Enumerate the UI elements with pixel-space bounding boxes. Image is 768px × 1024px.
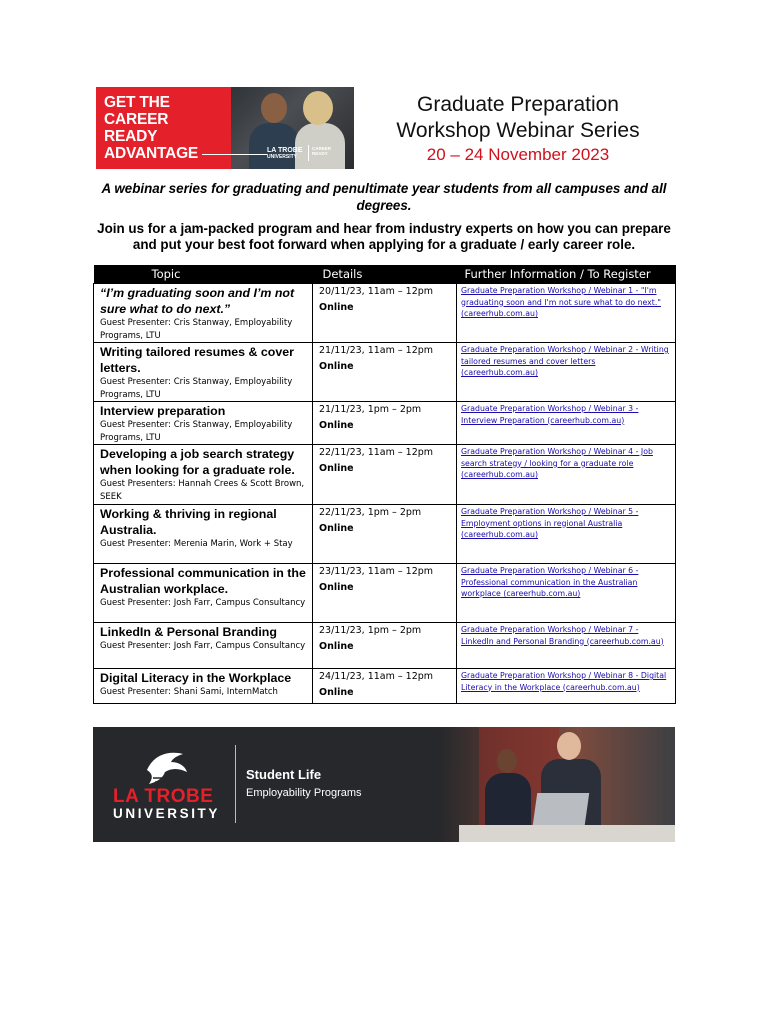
photo-person-head [557, 732, 581, 760]
banner-photo [231, 87, 354, 169]
session-mode: Online [319, 582, 354, 593]
session-presenter: Guest Presenter: Shani Sami, InternMatch [100, 687, 278, 697]
register-link[interactable]: Graduate Preparation Workshop / Webinar 8 - Digital Literacy in the Workplace (careerhub.com.au) [461, 671, 667, 692]
banner-red-panel [96, 87, 231, 169]
eagle-crest-icon [143, 748, 189, 786]
session-presenter: Guest Presenter: Cris Stanway, Employability Programs, LTU [100, 420, 293, 443]
details-cell [313, 505, 457, 564]
webinar-schedule-table [93, 265, 676, 704]
register-link[interactable]: Graduate Preparation Workshop / Webinar 6 - Professional communication in the Australian workplace (careerhub.com.au) [461, 566, 639, 598]
table-header-row [94, 265, 676, 284]
session-presenter: Guest Presenter: Josh Farr, Campus Consultancy [100, 641, 306, 651]
session-presenter: Guest Presenter: Josh Farr, Campus Consultancy [100, 598, 306, 608]
column-header-info: Further Information / To Register [457, 265, 676, 284]
info-cell [457, 564, 676, 623]
details-cell [313, 284, 457, 343]
session-datetime: 22/11/23, 11am – 12pm [319, 447, 434, 458]
session-mode: Online [319, 420, 354, 431]
session-title: Interview preparation [100, 404, 226, 418]
register-link[interactable]: Graduate Preparation Workshop / Webinar 3 - Interview Preparation (careerhub.com.au) [461, 404, 639, 425]
info-cell [457, 505, 676, 564]
table-row [94, 284, 676, 343]
info-cell [457, 343, 676, 402]
topic-cell [94, 564, 313, 623]
photo-table [459, 825, 675, 842]
column-header-topic: Topic [94, 265, 313, 284]
session-mode: Online [319, 523, 354, 534]
table-row [94, 445, 676, 505]
banner-separator [235, 745, 236, 823]
session-presenter: Guest Presenters: Hannah Crees & Scott Brown, SEEK [100, 479, 305, 502]
details-cell [313, 445, 457, 505]
details-cell [313, 402, 457, 445]
table-row [94, 564, 676, 623]
session-datetime: 22/11/23, 1pm – 2pm [319, 507, 422, 518]
details-cell [313, 564, 457, 623]
slogan-line: READY [104, 128, 158, 145]
topic-cell [94, 445, 313, 505]
badge-line: READY [312, 151, 328, 156]
session-title: Professional communication in the Australian workplace. [100, 566, 306, 596]
session-presenter: Guest Presenter: Merenia Marin, Work + Stay [100, 539, 293, 549]
session-mode: Online [319, 302, 354, 313]
page-title [370, 92, 666, 144]
topic-cell [94, 623, 313, 669]
banner-heading: Student Life [246, 767, 322, 782]
table-row [94, 669, 676, 704]
table-row [94, 505, 676, 564]
session-title: Working & thriving in regional Australia. [100, 507, 277, 537]
photo-person-head [261, 93, 287, 123]
banner-slogan [104, 94, 198, 162]
mini-logo-line: LA TROBE [267, 147, 303, 154]
slogan-line: CAREER [104, 111, 169, 128]
register-link[interactable]: Graduate Preparation Workshop / Webinar 5 - Employment options in regional Australia (careerhub.com.au) [461, 507, 639, 539]
session-title: Digital Literacy in the Workplace [100, 671, 292, 685]
title-line: Workshop Webinar Series [396, 119, 640, 142]
register-link[interactable]: Graduate Preparation Workshop / Webinar 7 - LinkedIn and Personal Branding (careerhub.com.au) [461, 625, 664, 646]
photo-person [249, 123, 299, 169]
slogan-line: GET THE [104, 94, 170, 111]
session-mode: Online [319, 641, 354, 652]
register-link[interactable]: Graduate Preparation Workshop / Webinar 1 - "I'm graduating soon and I'm not sure what to do next." (careerhub.com.au) [461, 286, 661, 318]
session-title: Developing a job search strategy when looking for a graduate role. [100, 447, 295, 477]
session-mode: Online [319, 687, 354, 698]
session-datetime: 21/11/23, 11am – 12pm [319, 345, 434, 356]
slogan-line: ADVANTAGE [104, 145, 199, 162]
table-row [94, 623, 676, 669]
topic-cell [94, 284, 313, 343]
topic-cell [94, 402, 313, 445]
intro-tagline: A webinar series for graduating and penultimate year students from all campuses and all degrees. [101, 181, 667, 213]
session-title: “I’m graduating soon and I’m not sure what to do next.” [100, 286, 295, 316]
info-cell [457, 402, 676, 445]
mini-logo-line: UNIVERSITY [267, 154, 298, 160]
info-cell [457, 669, 676, 704]
mini-separator [308, 145, 309, 161]
banner-rule [231, 154, 267, 155]
brand-name: LA TROBE [113, 786, 214, 807]
brand-subname: UNIVERSITY [113, 806, 221, 821]
session-presenter: Guest Presenter: Cris Stanway, Employability Programs, LTU [100, 377, 293, 400]
topic-cell [94, 505, 313, 564]
info-cell [457, 445, 676, 505]
table-row [94, 402, 676, 445]
session-datetime: 24/11/23, 11am – 12pm [319, 671, 434, 682]
details-cell [313, 343, 457, 402]
topic-cell [94, 343, 313, 402]
session-datetime: 20/11/23, 11am – 12pm [319, 286, 434, 297]
register-link[interactable]: Graduate Preparation Workshop / Webinar 4 - Job search strategy / looking for a graduate role (careerhub.com.au) [461, 447, 653, 479]
latrobe-mini-logo [267, 147, 303, 161]
session-presenter: Guest Presenter: Cris Stanway, Employability Programs, LTU [100, 318, 293, 341]
photo-person-head [497, 749, 517, 773]
title-line: Graduate Preparation [417, 93, 619, 116]
column-header-details: Details [313, 265, 457, 284]
laptop-icon [533, 793, 589, 825]
session-datetime: 21/11/23, 1pm – 2pm [319, 404, 422, 415]
session-title: LinkedIn & Personal Branding [100, 625, 277, 639]
session-datetime: 23/11/23, 1pm – 2pm [319, 625, 422, 636]
register-link[interactable]: Graduate Preparation Workshop / Webinar 2 - Writing tailored resumes and cover letters (careerhub.com.au) [461, 345, 669, 377]
table-row [94, 343, 676, 402]
student-life-banner [93, 727, 675, 842]
intro-description: Join us for a jam-packed program and hear from industry experts on how you can prepare and put your best foot forward when applying for a graduate / early career role. [97, 221, 671, 252]
badge-line: CAREER [312, 146, 332, 151]
event-dates: 20 – 24 November 2023 [426, 145, 610, 164]
session-datetime: 23/11/23, 11am – 12pm [319, 566, 434, 577]
session-mode: Online [319, 361, 354, 372]
topic-cell [94, 669, 313, 704]
details-cell [313, 623, 457, 669]
career-ready-badge [312, 146, 331, 156]
banner-subheading: Employability Programs [246, 787, 362, 799]
session-mode: Online [319, 463, 354, 474]
photo-person-head [303, 91, 333, 125]
details-cell [313, 669, 457, 704]
banner-rule [202, 154, 231, 155]
session-title: Writing tailored resumes & cover letters. [100, 345, 294, 375]
students-photo [439, 727, 675, 842]
info-cell [457, 623, 676, 669]
career-ready-banner [96, 87, 354, 169]
info-cell [457, 284, 676, 343]
